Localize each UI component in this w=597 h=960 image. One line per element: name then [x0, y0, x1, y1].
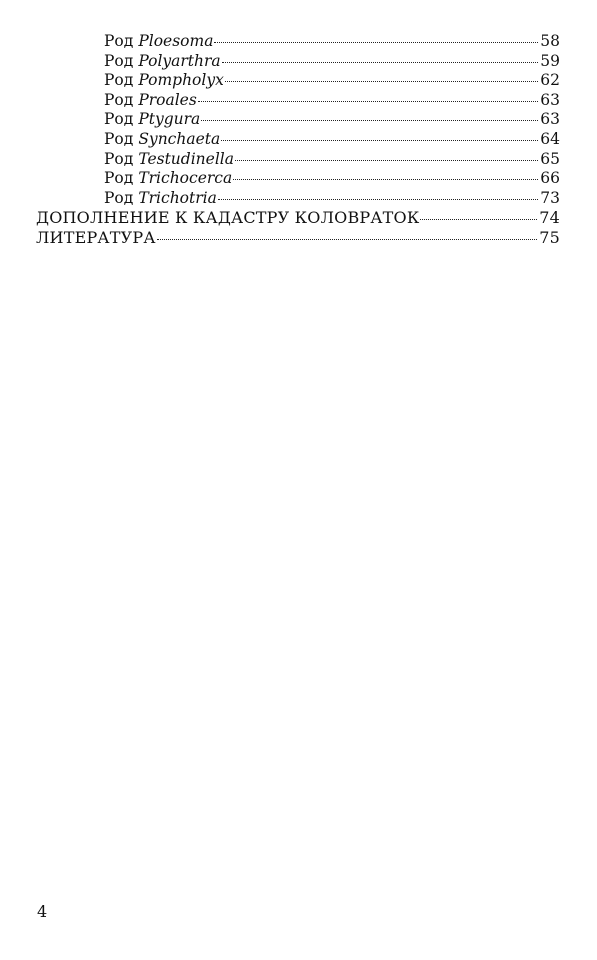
toc-page-ref: 58	[540, 32, 560, 50]
toc-page-ref: 63	[540, 110, 560, 129]
page-number: 4	[37, 902, 48, 921]
genus-prefix: Род	[104, 71, 134, 90]
section-list	[36, 208, 560, 247]
dot-leader	[235, 158, 538, 161]
genus-name: Testudinella	[138, 149, 234, 168]
genus-name: Trichotria	[138, 188, 217, 207]
toc-entry-section	[36, 208, 560, 228]
toc-page-ref: 65	[540, 149, 560, 168]
section-title: ДОПОЛНЕНИЕ К КАДАСТРУ КОЛОВРАТОК	[36, 208, 420, 228]
toc-page-ref: 66	[540, 169, 560, 188]
toc-entry-genus	[36, 71, 560, 91]
toc-entry-genus	[36, 110, 560, 130]
genus-name: Polyarthra	[138, 51, 221, 70]
dot-leader	[214, 40, 538, 43]
toc-entry-genus	[36, 91, 560, 111]
genus-prefix: Род	[104, 90, 134, 109]
toc-page-ref: 63	[540, 90, 560, 109]
genus-prefix: Род	[104, 129, 134, 148]
toc-page-ref: 62	[540, 71, 560, 90]
toc-entry-genus	[36, 150, 560, 170]
dot-leader	[221, 138, 538, 141]
dot-leader	[157, 237, 538, 240]
toc-page-ref: 73	[540, 188, 560, 207]
dot-leader	[233, 177, 538, 180]
toc-page-ref: 59	[540, 51, 560, 70]
genus-name: Trichocerca	[138, 169, 233, 188]
toc-page-ref: 74	[539, 208, 560, 228]
toc-entry-genus	[36, 169, 560, 189]
genus-prefix: Род	[104, 51, 134, 70]
genus-prefix: Род	[104, 149, 134, 168]
dot-leader	[218, 197, 538, 200]
genus-name: Ploesoma	[138, 32, 214, 50]
toc-entry-genus	[36, 52, 560, 72]
toc-page-ref: 64	[540, 129, 560, 148]
table-of-contents	[36, 32, 560, 248]
dot-leader	[201, 118, 538, 121]
dot-leader	[420, 217, 537, 220]
dot-leader	[222, 60, 539, 63]
genus-prefix: Род	[104, 169, 134, 188]
genus-name: Ptygura	[138, 110, 201, 129]
dot-leader	[198, 99, 538, 102]
dot-leader	[225, 79, 538, 82]
toc-page-ref: 75	[539, 227, 560, 247]
genus-prefix: Род	[104, 110, 134, 129]
toc-entry-genus	[36, 32, 560, 52]
genus-prefix: Род	[104, 188, 134, 207]
toc-entry-genus	[36, 189, 560, 209]
genus-prefix: Род	[104, 32, 134, 50]
toc-entry-section	[36, 228, 560, 248]
toc-entry-genus	[36, 130, 560, 150]
genus-name: Proales	[138, 90, 197, 109]
genus-name: Pompholyx	[138, 71, 224, 90]
genus-name: Synchaeta	[138, 129, 221, 148]
genus-list	[36, 32, 560, 208]
section-title: ЛИТЕРАТУРА	[36, 227, 156, 247]
